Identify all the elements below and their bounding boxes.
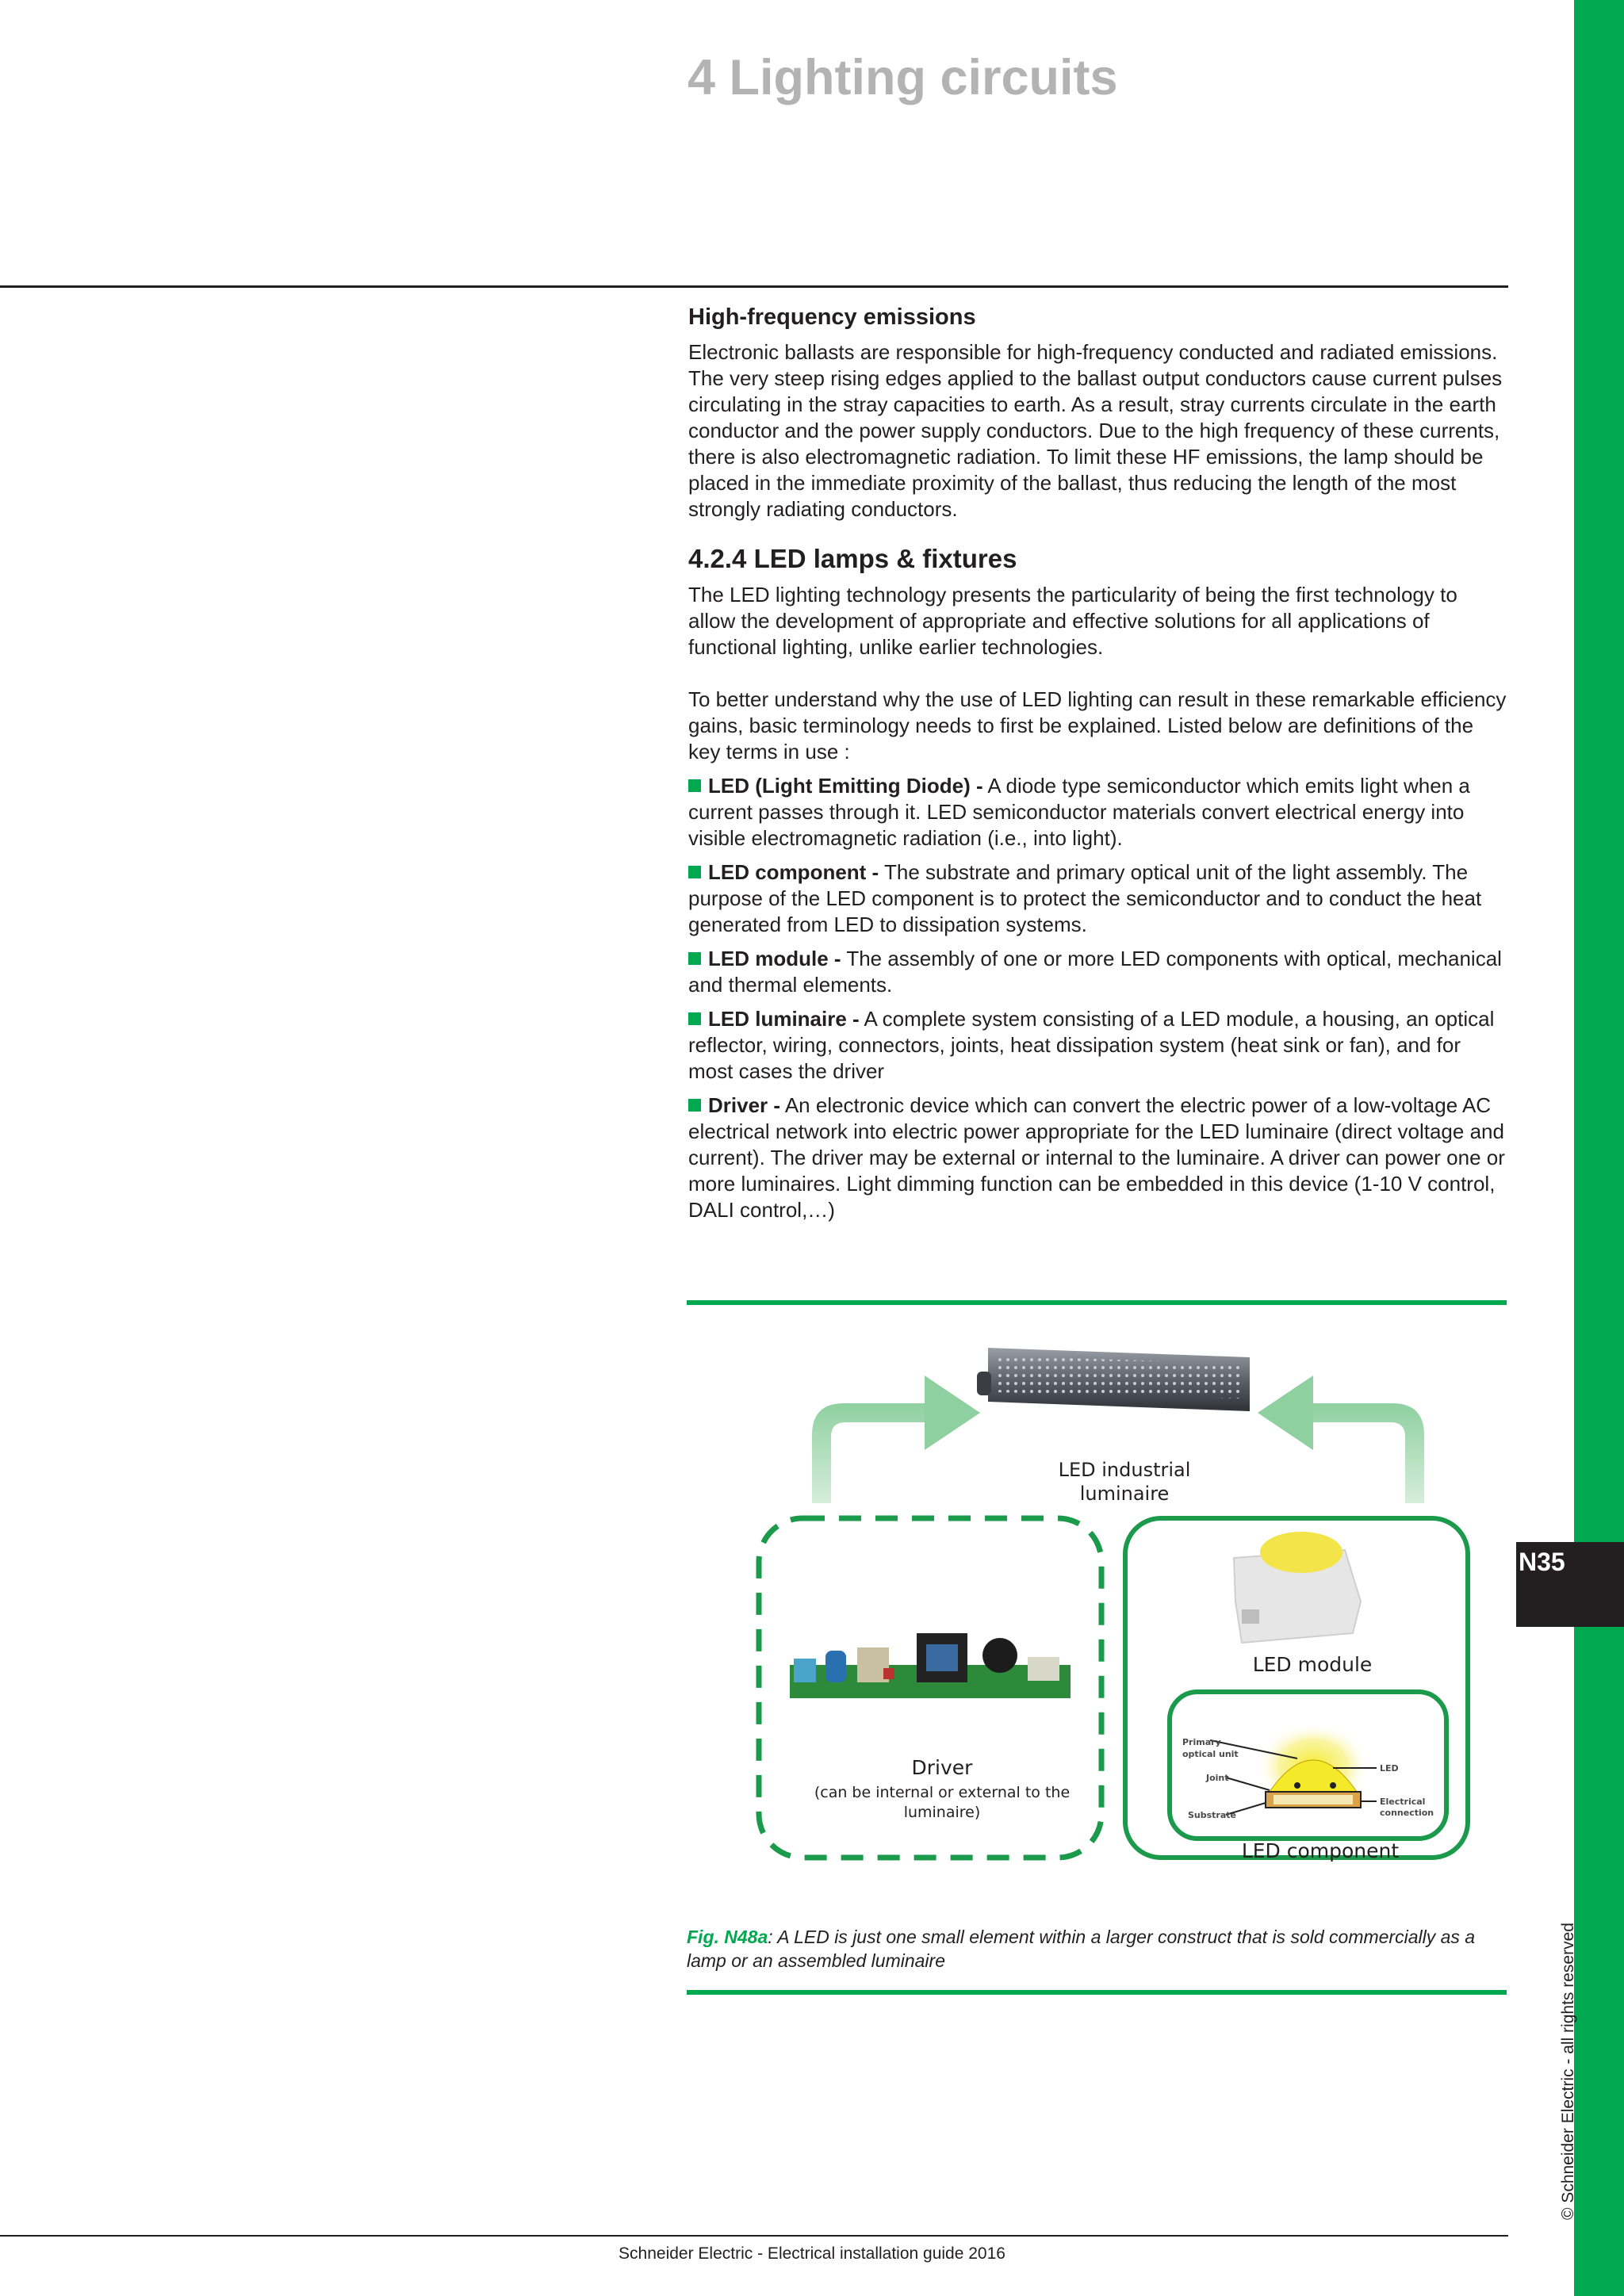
hf-paragraph-1: Electronic ballasts are responsible for high-frequency conducted and radiated emissions.: [688, 340, 1498, 364]
square-bullet-icon: [688, 1012, 701, 1025]
main-content: [688, 301, 1507, 1231]
led-paragraph-2: To better understand why the use of LED lighting can result in these remarkable efficiency gains, basic terminology needs to first be explained. Listed below are definitions of the key terms in use :: [688, 687, 1507, 763]
figure-caption-text: : A LED is just one small element within a larger construct that is sold commercially as a lamp or an assembled luminaire: [687, 1927, 1476, 1971]
figure-caption: [687, 1925, 1507, 1973]
header-rule: [0, 285, 1508, 288]
definition-term: LED component -: [708, 860, 879, 884]
square-bullet-icon: [688, 779, 701, 792]
part-label-primary-line1: Primary: [1182, 1737, 1221, 1747]
part-label-electrical-line2: connection: [1380, 1808, 1434, 1818]
square-bullet-icon: [688, 866, 701, 878]
led-section-heading: 4.2.4 LED lamps & fixtures: [688, 544, 1017, 573]
luminaire-label-line2: luminaire: [1079, 1483, 1170, 1505]
led-component-diagram: [1210, 1723, 1377, 1815]
part-label-substrate: Substrate: [1188, 1810, 1236, 1820]
led-module-image: [1234, 1532, 1361, 1643]
luminaire-label-line1: LED industrial: [1058, 1459, 1191, 1481]
definition-led-module: [688, 946, 1507, 998]
part-label-primary-line2: optical unit: [1182, 1749, 1239, 1759]
square-bullet-icon: [688, 952, 701, 965]
definition-text: The assembly of one or more LED components with optical, mechanical and thermal elements.: [688, 947, 1502, 997]
luminaire-image: [977, 1348, 1250, 1411]
square-bullet-icon: [688, 1099, 701, 1112]
chapter-title: 4 Lighting circuits: [688, 50, 1118, 105]
driver-label: Driver: [911, 1756, 973, 1779]
footer-rule: [0, 2235, 1508, 2237]
definition-text: A complete system consisting of a LED module, a housing, an optical reflector, wiring, connectors, joints, heat dissipation system (heat sink or fan), and for most cases the driver: [688, 1007, 1495, 1083]
driver-note-line2: luminaire): [903, 1804, 981, 1821]
definition-term: Driver -: [708, 1093, 781, 1117]
page-number-tab: N35: [1516, 1542, 1624, 1627]
hf-paragraph-2: The very steep rising edges applied to the ballast output conductors cause current pulses circulating in the stray capacities to earth. As a result, stray currents circulate in the earth conductor and the power supply conductors. Due to the high frequency of these currents, there is also electromagnetic radiation. To limit these HF emissions, the lamp should be placed in the immediate proximity of the ballast, thus reducing the length of the most strongly radiating conductors.: [688, 366, 1503, 521]
hf-emissions-heading: High-frequency emissions: [688, 304, 976, 330]
definition-term: LED module -: [708, 947, 841, 970]
figure-top-rule: [687, 1300, 1507, 1305]
driver-board-image: [790, 1633, 1071, 1698]
driver-note-line1: (can be internal or external to the: [814, 1784, 1071, 1801]
copyright-notice: © Schneider Electric - all rights reserved: [1559, 1923, 1577, 2220]
right-arrow-icon: [1258, 1376, 1424, 1503]
part-label-joint: Joint: [1206, 1773, 1229, 1783]
definition-text: The substrate and primary optical unit of the light assembly. The purpose of the LED component is to protect the semiconductor and to conduct the heat generated from LED to dissipation systems.: [688, 860, 1482, 936]
led-figure: [687, 1316, 1507, 1919]
definition-text: An electronic device which can convert the electric power of a low-voltage AC electrical network into electric power appropriate for the LED luminaire (direct voltage and current). The driver may be external or internal to the luminaire. A driver can power one or more luminaires. Light dimming function can be embedded in this device (1-10 V control, DALI control,…): [688, 1093, 1505, 1222]
part-label-electrical-line1: Electrical: [1380, 1797, 1426, 1807]
definition-term: LED (Light Emitting Diode) -: [708, 774, 983, 798]
definition-driver: [688, 1093, 1507, 1223]
definition-text: A diode type semiconductor which emits light when a current passes through it. LED semiconductor materials convert electrical energy into visible electromagnetic radiation (i.e., into light).: [688, 774, 1470, 850]
definition-term: LED luminaire -: [708, 1007, 860, 1031]
side-green-bar: [1574, 0, 1624, 2296]
footer-text: Schneider Electric - Electrical installation guide 2016: [619, 2244, 1005, 2263]
definition-led-luminaire: [688, 1006, 1507, 1085]
left-arrow-icon: [812, 1376, 980, 1503]
definition-led: [688, 773, 1507, 851]
component-label: LED component: [1241, 1839, 1400, 1862]
led-paragraph-1: The LED lighting technology presents the particularity of being the first technology to allow the development of appropriate and effective solutions for all applications of functional lighting, unlike earlier technologies.: [688, 583, 1457, 659]
figure-caption-label: Fig. N48a: [687, 1927, 768, 1947]
definition-led-component: [688, 859, 1507, 938]
part-label-led: LED: [1380, 1763, 1399, 1774]
figure-bottom-rule: [687, 1990, 1507, 1995]
module-label: LED module: [1252, 1653, 1373, 1676]
